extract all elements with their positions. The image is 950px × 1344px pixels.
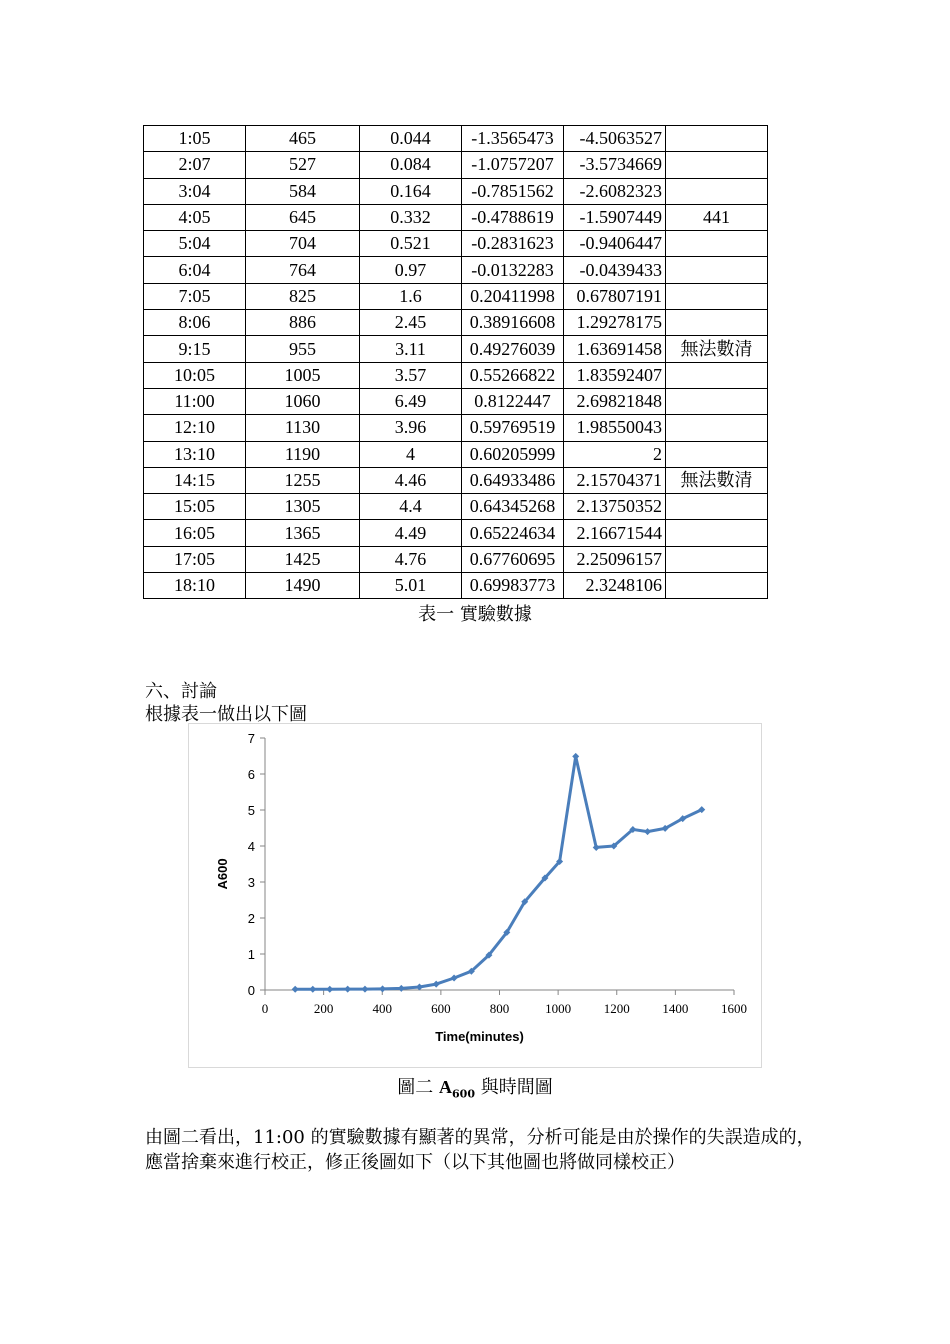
data-point	[379, 985, 386, 992]
table-cell: -4.5063527	[564, 126, 666, 152]
table-cell: -0.0439433	[564, 257, 666, 283]
table-cell: 17:05	[144, 546, 246, 572]
table-row	[144, 204, 768, 230]
table-row	[144, 231, 768, 257]
table-cell: 2:07	[144, 152, 246, 178]
table-cell: 465	[246, 126, 360, 152]
table-cell	[666, 126, 768, 152]
table-cell: 0.65224634	[462, 520, 564, 546]
table-cell: 1.98550043	[564, 415, 666, 441]
data-point	[326, 986, 333, 993]
data-point	[416, 983, 423, 990]
table-cell: 0.044	[360, 126, 462, 152]
table-row	[144, 573, 768, 599]
table-cell: 704	[246, 231, 360, 257]
data-point	[593, 844, 600, 851]
table-row	[144, 388, 768, 414]
table-cell	[666, 441, 768, 467]
x-tick-label: 600	[431, 1001, 451, 1016]
table-cell: 4.4	[360, 494, 462, 520]
table-cell: 1365	[246, 520, 360, 546]
table-cell: -1.3565473	[462, 126, 564, 152]
table-caption: 表一 實驗數據	[418, 604, 532, 625]
data-point	[292, 986, 299, 993]
table-cell	[666, 415, 768, 441]
table-cell: 764	[246, 257, 360, 283]
table-cell: -3.5734669	[564, 152, 666, 178]
table-cell: 18:10	[144, 573, 246, 599]
table-row	[144, 520, 768, 546]
table-cell	[666, 494, 768, 520]
table-cell	[666, 546, 768, 572]
table-cell: 1060	[246, 388, 360, 414]
table-cell: 0.97	[360, 257, 462, 283]
table-cell	[666, 388, 768, 414]
data-point	[344, 986, 351, 993]
table-cell: 1255	[246, 467, 360, 493]
table-cell: 0.55266822	[462, 362, 564, 388]
table-cell: 0.38916608	[462, 310, 564, 336]
table-cell: 0.60205999	[462, 441, 564, 467]
table-cell: 4.76	[360, 546, 462, 572]
table-cell: 2.3248106	[564, 573, 666, 599]
y-tick-label: 3	[247, 875, 255, 890]
table-cell: 12:10	[144, 415, 246, 441]
table-cell: -0.7851562	[462, 178, 564, 204]
table-cell: 0.521	[360, 231, 462, 257]
y-tick-label: 0	[247, 983, 255, 998]
table-cell: 1.63691458	[564, 336, 666, 362]
table-row	[144, 546, 768, 572]
x-tick-label: 1400	[662, 1001, 689, 1016]
table-cell: 2.16671544	[564, 520, 666, 546]
line-chart	[189, 724, 761, 1067]
table-cell: 4:05	[144, 204, 246, 230]
section-heading: 六、討論	[145, 681, 217, 702]
table-cell	[666, 362, 768, 388]
table-cell: 3.11	[360, 336, 462, 362]
table-cell: 3.57	[360, 362, 462, 388]
table-cell: 4.46	[360, 467, 462, 493]
figure-caption-sub: 600	[452, 1087, 475, 1101]
figure-caption-a: A	[439, 1077, 453, 1097]
table-cell: 0.332	[360, 204, 462, 230]
table-cell: 16:05	[144, 520, 246, 546]
table-cell: 1305	[246, 494, 360, 520]
table-cell: 13:10	[144, 441, 246, 467]
table-cell: 10:05	[144, 362, 246, 388]
y-tick-label: 5	[247, 803, 255, 818]
x-tick-label: 800	[489, 1001, 510, 1016]
table-cell: 0.164	[360, 178, 462, 204]
table-cell: 1.83592407	[564, 362, 666, 388]
table-cell	[666, 520, 768, 546]
table-cell: 645	[246, 204, 360, 230]
table-cell: 7:05	[144, 283, 246, 309]
y-axis-title: A600	[215, 858, 230, 890]
table-cell: 15:05	[144, 494, 246, 520]
table-cell: 9:15	[144, 336, 246, 362]
figure-caption-suffix: 與時間圖	[474, 1077, 553, 1098]
x-tick-label: 1600	[721, 1001, 747, 1016]
table-row	[144, 415, 768, 441]
table-cell: 無法數清	[666, 467, 768, 493]
table-cell: 4	[360, 441, 462, 467]
table-cell: 1.6	[360, 283, 462, 309]
table-cell: -1.0757207	[462, 152, 564, 178]
table-cell: 955	[246, 336, 360, 362]
table-cell: 1.29278175	[564, 310, 666, 336]
chart-frame	[188, 723, 762, 1068]
table-cell: 2.15704371	[564, 467, 666, 493]
table-row	[144, 178, 768, 204]
table-cell: 5.01	[360, 573, 462, 599]
table-cell: 0.69983773	[462, 573, 564, 599]
data-point	[309, 986, 316, 993]
table-cell	[666, 573, 768, 599]
table-cell: 5:04	[144, 231, 246, 257]
table-cell: 886	[246, 310, 360, 336]
x-tick-label: 200	[313, 1001, 334, 1016]
table-cell: 無法數清	[666, 336, 768, 362]
data-table-body	[144, 126, 768, 599]
y-tick-label: 6	[247, 767, 255, 782]
table-cell	[666, 231, 768, 257]
table-row	[144, 467, 768, 493]
table-cell: 1005	[246, 362, 360, 388]
table-cell: 2.45	[360, 310, 462, 336]
table-cell: 4.49	[360, 520, 462, 546]
table-cell: 6:04	[144, 257, 246, 283]
figure-caption-prefix: 圖二	[397, 1077, 440, 1098]
table-cell: 441	[666, 204, 768, 230]
discussion-paragraph: 由圖二看出，11:00 的實驗數據有顯著的異常，分析可能是由於操作的失誤造成的，應當捨棄來進行校正，修正後圖如下（以下其他圖也將做同樣校正）	[145, 1127, 815, 1173]
table-cell: 527	[246, 152, 360, 178]
table-cell: 2.13750352	[564, 494, 666, 520]
table-cell: 1190	[246, 441, 360, 467]
table-cell: -1.5907449	[564, 204, 666, 230]
table-row	[144, 310, 768, 336]
table-cell: 14:15	[144, 467, 246, 493]
table-cell: 0.67760695	[462, 546, 564, 572]
table-row	[144, 152, 768, 178]
table-row	[144, 336, 768, 362]
table-cell: 3:04	[144, 178, 246, 204]
table-row	[144, 257, 768, 283]
x-axis-title: Time(minutes)	[435, 1029, 524, 1044]
table-cell: 1:05	[144, 126, 246, 152]
table-row	[144, 126, 768, 152]
table-cell: -0.9406447	[564, 231, 666, 257]
table-cell: 1130	[246, 415, 360, 441]
table-cell: 2.25096157	[564, 546, 666, 572]
series-line	[295, 756, 702, 989]
y-tick-label: 4	[247, 839, 255, 854]
table-cell: -2.6082323	[564, 178, 666, 204]
table-cell: 1425	[246, 546, 360, 572]
table-cell: -0.0132283	[462, 257, 564, 283]
table-cell: 0.20411998	[462, 283, 564, 309]
table-cell: 0.084	[360, 152, 462, 178]
table-cell: -0.2831623	[462, 231, 564, 257]
table-cell	[666, 178, 768, 204]
table-cell: 0.8122447	[462, 388, 564, 414]
x-tick-label: 1200	[603, 1001, 630, 1016]
figure-caption	[0, 1073, 950, 1101]
x-tick-label: 400	[372, 1001, 392, 1016]
data-point	[361, 986, 368, 993]
table-cell: 6.49	[360, 388, 462, 414]
data-point	[644, 828, 651, 835]
table-cell: 11:00	[144, 388, 246, 414]
table-cell	[666, 152, 768, 178]
table-cell: 3.96	[360, 415, 462, 441]
data-point	[398, 985, 405, 992]
table-cell	[666, 310, 768, 336]
table-cell: -0.4788619	[462, 204, 564, 230]
table-row	[144, 441, 768, 467]
data-table	[143, 125, 768, 599]
y-tick-label: 2	[247, 911, 255, 926]
data-point	[572, 753, 579, 760]
x-tick-label: 1000	[545, 1001, 572, 1016]
table-cell: 0.49276039	[462, 336, 564, 362]
table-cell: 0.59769519	[462, 415, 564, 441]
table-cell: 8:06	[144, 310, 246, 336]
table-cell: 584	[246, 178, 360, 204]
table-row	[144, 494, 768, 520]
table-row	[144, 362, 768, 388]
data-point	[433, 981, 440, 988]
y-tick-label: 1	[247, 947, 255, 962]
table-cell: 2	[564, 441, 666, 467]
table-cell: 0.67807191	[564, 283, 666, 309]
y-tick-label: 7	[247, 731, 255, 746]
table-row	[144, 283, 768, 309]
table-cell: 0.64933486	[462, 467, 564, 493]
table-cell: 2.69821848	[564, 388, 666, 414]
table-cell	[666, 283, 768, 309]
table-cell: 825	[246, 283, 360, 309]
table-cell: 0.64345268	[462, 494, 564, 520]
x-tick-label: 0	[261, 1001, 269, 1016]
table-cell: 1490	[246, 573, 360, 599]
section-intro: 根據表一做出以下圖	[145, 704, 307, 725]
table-cell	[666, 257, 768, 283]
